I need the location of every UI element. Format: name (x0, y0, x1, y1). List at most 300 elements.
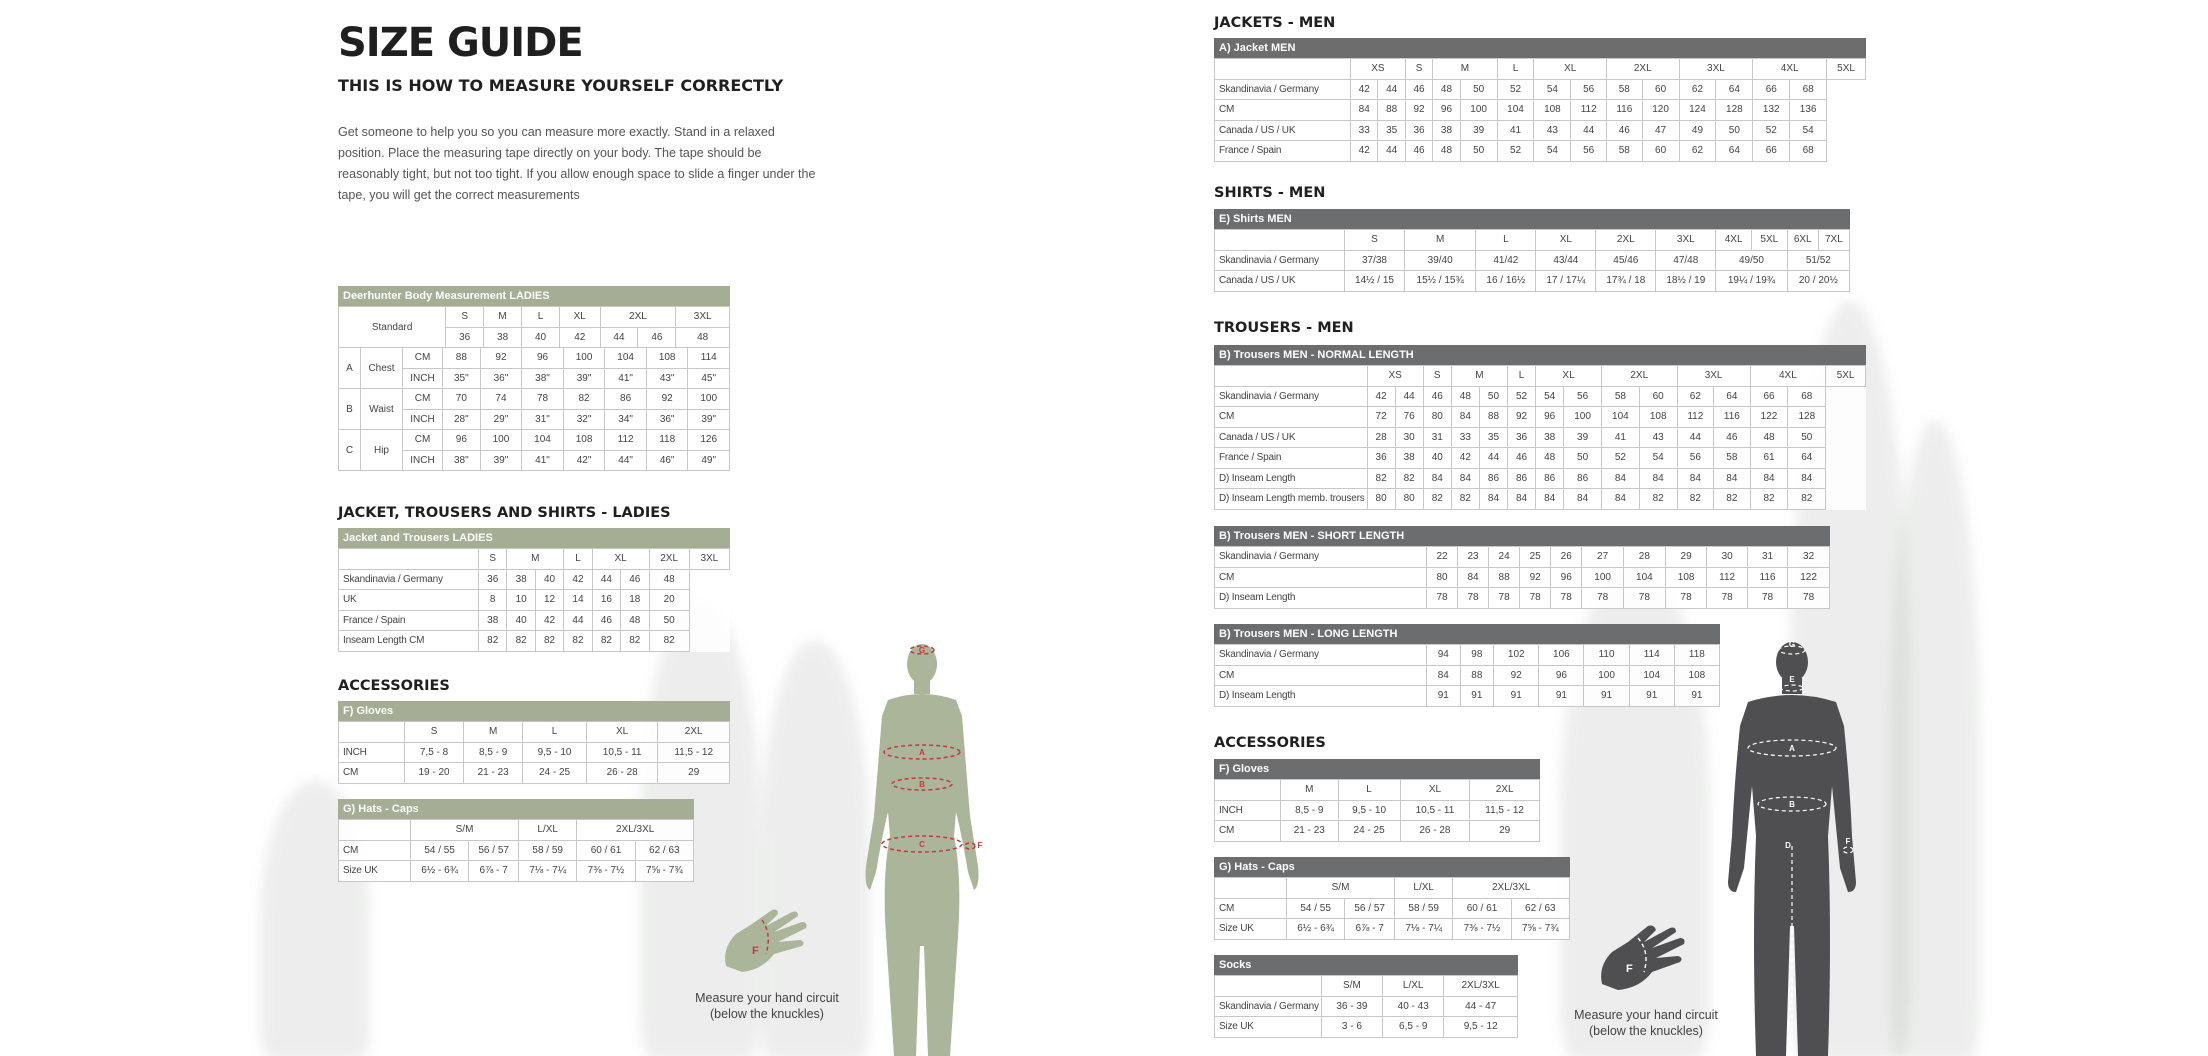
table-title: F) Gloves (1214, 759, 1540, 779)
blank-cell (339, 722, 405, 743)
size-header: XS (1351, 59, 1406, 80)
table-cell: 100 (1460, 100, 1497, 121)
table-cell: 56 (1677, 448, 1714, 469)
table-cell: 7⅛ - 7¼ (519, 861, 577, 882)
table-row (1215, 919, 1570, 940)
size-header-row (1215, 780, 1540, 801)
table-cell: 7⅝ - 7¾ (635, 861, 693, 882)
table-cell: 116 (1747, 567, 1787, 588)
size-header: XL (592, 549, 649, 570)
row-label: CM (1215, 665, 1427, 686)
size-header-row (1215, 59, 1866, 80)
blank-cell (1215, 230, 1345, 251)
table-cell: 112 (1571, 100, 1607, 121)
table-row (339, 569, 730, 590)
table-cell: 38 (1395, 448, 1423, 469)
table-title: B) Trousers MEN - LONG LENGTH (1214, 624, 1720, 644)
table-cell: 40 (1423, 448, 1451, 469)
size-header: L (564, 549, 592, 570)
table-cell: 39" (480, 450, 522, 471)
table-cell: 64 (1716, 79, 1753, 100)
blank-cell (1215, 780, 1281, 801)
size-header: M (1433, 59, 1497, 80)
table-cell: 24 (1489, 547, 1520, 568)
table-cell: 44 (1571, 120, 1607, 141)
row-label: CM (1215, 821, 1281, 842)
table-cell: 70 (443, 389, 481, 410)
section-title-shirts-men: SHIRTS - MEN (1214, 185, 1326, 201)
table-cell: 40 - 43 (1383, 996, 1444, 1017)
hand-measure-note: Measure your hand circuit (below the knuckles) (695, 991, 839, 1021)
table-cell: 10,5 - 11 (1400, 800, 1470, 821)
size-header: M (1451, 366, 1507, 387)
size-header: L (522, 307, 560, 328)
table-cell: 86 (1508, 468, 1536, 489)
table-row (1215, 468, 1866, 489)
table-cell: 120 (1642, 100, 1679, 121)
table-cell: 36 (479, 569, 507, 590)
table-cell: 84 (1677, 468, 1714, 489)
table-cell: 54 (1534, 79, 1571, 100)
table-cell: 33 (1351, 120, 1378, 141)
section-title-ladies-clothing: JACKET, TROUSERS AND SHIRTS - LADIES (338, 505, 671, 521)
table-cell: 80 (1423, 407, 1451, 428)
table-cell: 82 (1423, 489, 1451, 510)
table-cell: 16 (592, 590, 620, 611)
size-header: 4XL (1753, 59, 1827, 80)
table-cell: 78 (1520, 588, 1551, 609)
table-cell: 42 (1351, 141, 1378, 162)
table-cell: 84 (1601, 468, 1639, 489)
table-row (1215, 996, 1518, 1017)
table-cell: 92 (646, 389, 688, 410)
standard-size: 48 (676, 327, 730, 348)
table-cell: 44 (564, 610, 592, 631)
size-header: 2XL (658, 722, 730, 743)
row-label: D) Inseam Length (1215, 686, 1427, 707)
measure-unit: CM (403, 430, 443, 451)
table-cell: 96 (1551, 567, 1582, 588)
table-cell: 8,5 - 9 (1281, 800, 1339, 821)
table-cell: 28" (443, 409, 481, 430)
table-cell: 6½ - 6¾ (411, 861, 469, 882)
table-cell: 112 (1677, 407, 1714, 428)
table-cell: 23 (1458, 547, 1489, 568)
row-label: INCH (1215, 800, 1281, 821)
row-label: Size UK (339, 861, 411, 882)
table-cell: 82 (563, 389, 605, 410)
size-header: XL (1534, 59, 1607, 80)
size-header: 5XL (1827, 59, 1866, 80)
row-label: CM (1215, 567, 1427, 588)
table-cell: 82 (621, 631, 649, 652)
measure-unit: CM (403, 348, 443, 369)
size-header-row (339, 820, 694, 841)
table-cell: 50 (649, 610, 689, 631)
table-cell: 91 (1539, 686, 1584, 707)
table-cell: 44 - 47 (1444, 996, 1518, 1017)
measure-name: Waist (361, 389, 403, 430)
row-label: CM (1215, 100, 1351, 121)
table-cell: 78 (1582, 588, 1624, 609)
table-cell: 94 (1427, 645, 1461, 666)
table-cell: 39" (688, 409, 730, 430)
table-cell: 82 (1750, 489, 1788, 510)
table-cell: 84 (1451, 468, 1479, 489)
table-cell: 82 (1639, 489, 1677, 510)
table-cell: 7,5 - 8 (405, 742, 464, 763)
standard-size: 38 (484, 327, 522, 348)
figure-label: F (1626, 963, 1633, 975)
table-cell: 26 (1551, 547, 1582, 568)
table-cell: 96 (443, 430, 481, 451)
table-row (1215, 271, 1850, 292)
table-row (1215, 79, 1866, 100)
size-header: M (507, 549, 564, 570)
size-header: 3XL (676, 307, 730, 328)
figure-label: B (919, 780, 925, 789)
blank-cell (1215, 878, 1287, 899)
row-label: CM (1215, 407, 1368, 428)
table-cell: 82 (564, 631, 592, 652)
row-label: Canada / US / UK (1215, 427, 1368, 448)
table-cell: 80 (1427, 567, 1458, 588)
size-header: L/XL (1395, 878, 1453, 899)
table-cell: 82 (479, 631, 507, 652)
table-title: G) Hats - Caps (338, 799, 694, 819)
page-title: SIZE GUIDE (338, 20, 583, 66)
row-label: Size UK (1215, 1017, 1322, 1038)
table-cell: 96 (1536, 407, 1564, 428)
section-title-trousers-men: TROUSERS - MEN (1214, 320, 1354, 336)
row-label: France / Spain (1215, 448, 1368, 469)
table-cell: 84 (1451, 407, 1479, 428)
table-cell: 136 (1790, 100, 1827, 121)
table-cell: 82 (1677, 489, 1714, 510)
size-header: 2XL (1601, 366, 1677, 387)
table-cell: 38" (522, 368, 564, 389)
table-cell: 29 (658, 763, 730, 784)
table-row (339, 610, 730, 631)
table-row (339, 840, 694, 861)
female-body-figure (858, 636, 986, 1056)
intro-paragraph: Get someone to help you so you can measure more exactly. Stand in a relaxed position. Place the measuring tape directly on your body. The tape should be reasonably tight, but not too tight. If you allow enough space to slide a finger under the tape, you will get the correct measurements (338, 125, 816, 202)
table-cell: 22 (1427, 547, 1458, 568)
size-header: L/XL (519, 820, 577, 841)
table-row (1215, 120, 1866, 141)
table-cell: 54 / 55 (1287, 898, 1345, 919)
table-cell: 100 (1582, 567, 1624, 588)
figure-label: F (1845, 837, 1851, 846)
size-header: XL (1536, 366, 1602, 387)
table-cell: 78 (1788, 588, 1830, 609)
table-cell: 78 (1707, 588, 1747, 609)
table-cell: 62 (1679, 79, 1716, 100)
table-cell: 78 (1665, 588, 1707, 609)
table-title: E) Shirts MEN (1214, 209, 1850, 229)
table-cell: 24 - 25 (523, 763, 587, 784)
table-cell: 68 (1790, 79, 1827, 100)
table-cell: 15½ / 15¾ (1404, 271, 1475, 292)
table-cell: 78 (1551, 588, 1582, 609)
figure-label: D (1785, 841, 1791, 850)
row-label: CM (339, 840, 411, 861)
table-cell: 58 (1714, 448, 1751, 469)
table-cell: 45" (688, 368, 730, 389)
table-cell: 46 (1607, 120, 1643, 141)
table-cell: 44 (1677, 427, 1714, 448)
table-row (1215, 489, 1866, 510)
table-cell: 41" (522, 450, 564, 471)
measure-letter: A (339, 348, 361, 389)
row-label: D) Inseam Length memb. trousers (1215, 489, 1368, 510)
table-cell: 60 (1642, 141, 1679, 162)
table-cell: 36" (480, 368, 522, 389)
shirts-men-table (1214, 209, 1850, 292)
table-cell: 86 (605, 389, 647, 410)
table-cell: 114 (688, 348, 730, 369)
table-cell: 66 (1753, 141, 1790, 162)
size-header: S (479, 549, 507, 570)
table-cell: 38 (1536, 427, 1564, 448)
table-cell: 50 (1564, 448, 1602, 469)
figure-label: G (918, 646, 926, 655)
table-cell: 44 (1378, 141, 1405, 162)
male-body-figure (1726, 636, 1858, 1056)
size-header: 2XL (649, 549, 689, 570)
standard-size: 36 (446, 327, 484, 348)
table-cell: 29 (1470, 821, 1540, 842)
table-cell: 43 (1534, 120, 1571, 141)
table-row (339, 631, 730, 652)
table-cell: 17¾ / 18 (1596, 271, 1656, 292)
size-header: XL (559, 307, 600, 328)
measure-unit: INCH (403, 450, 443, 471)
table-cell: 36 - 39 (1321, 996, 1382, 1017)
table-cell: 28 (1367, 427, 1395, 448)
size-header: L (1508, 366, 1536, 387)
table-cell: 114 (1629, 645, 1674, 666)
table-row (1215, 665, 1720, 686)
table-cell: 108 (563, 430, 605, 451)
table-cell: 62 / 63 (1511, 898, 1569, 919)
table-cell: 56 (1571, 141, 1607, 162)
table-cell: 21 - 23 (464, 763, 523, 784)
table-cell: 84 (1601, 489, 1639, 510)
size-header: L (1476, 230, 1536, 251)
table-cell: 41 (1497, 120, 1534, 141)
row-label: Skandinavia / Germany (1215, 79, 1351, 100)
table-cell: 84 (1639, 468, 1677, 489)
female-silhouette (866, 644, 979, 1056)
table-cell: 84 (1423, 468, 1451, 489)
table-cell: 82 (1451, 489, 1479, 510)
table-cell: 35 (1479, 427, 1507, 448)
table-cell: 34" (605, 409, 647, 430)
measure-unit: INCH (403, 409, 443, 430)
table-cell: 58 / 59 (519, 840, 577, 861)
table-row (339, 763, 730, 784)
table-cell: 33 (1451, 427, 1479, 448)
table-cell: 46 (1508, 448, 1536, 469)
table-cell: 48 (1433, 141, 1460, 162)
table-row (339, 430, 730, 451)
measure-letter: C (339, 430, 361, 471)
table-cell: 10,5 - 11 (586, 742, 658, 763)
table-cell: 11,5 - 12 (658, 742, 730, 763)
row-label: Skandinavia / Germany (1215, 386, 1368, 407)
table-row (1215, 821, 1540, 842)
table-cell: 36" (646, 409, 688, 430)
table-cell: 38 (479, 610, 507, 631)
table-cell: 82 (535, 631, 563, 652)
size-header-row (1215, 878, 1570, 899)
table-cell: 43" (646, 368, 688, 389)
table-cell: 14 (564, 590, 592, 611)
table-cell: 48 (621, 610, 649, 631)
size-header-row (339, 722, 730, 743)
table-cell: 108 (646, 348, 688, 369)
size-header-row (339, 549, 730, 570)
table-cell: 58 (1607, 141, 1643, 162)
table-cell: 48 (1451, 386, 1479, 407)
table-cell: 82 (1788, 489, 1826, 510)
table-cell: 80 (1395, 489, 1423, 510)
table-cell: 52 (1508, 386, 1536, 407)
table-cell: 91 (1427, 686, 1461, 707)
table-cell: 104 (605, 348, 647, 369)
table-cell: 58 (1601, 386, 1639, 407)
table-row (1215, 898, 1570, 919)
table-cell: 84 (1508, 489, 1536, 510)
blank-cell (1215, 59, 1351, 80)
size-header: 3XL (1656, 230, 1716, 251)
table-cell: 37/38 (1345, 250, 1405, 271)
size-header: XL (1536, 230, 1596, 251)
table-row (1215, 141, 1866, 162)
row-label: France / Spain (1215, 141, 1351, 162)
male-hand-icon (1598, 920, 1694, 992)
size-header: 3XL (689, 549, 729, 570)
table-cell: 31" (522, 409, 564, 430)
table-cell: 112 (1707, 567, 1747, 588)
table-cell: 100 (688, 389, 730, 410)
trousers-men-long-table (1214, 624, 1720, 707)
size-header: 7XL (1818, 230, 1849, 251)
table-cell: 84 (1351, 100, 1378, 121)
table-cell: 50 (1479, 386, 1507, 407)
table-cell: 122 (1750, 407, 1788, 428)
table-cell: 49/50 (1716, 250, 1787, 271)
table-cell: 32 (1788, 547, 1830, 568)
table-cell: 62 (1679, 141, 1716, 162)
table-cell: 84 (1458, 567, 1489, 588)
size-header: 2XL (600, 307, 676, 328)
table-cell: 76 (1395, 407, 1423, 428)
table-cell: 126 (688, 430, 730, 451)
table-cell: 104 (522, 430, 564, 451)
table-cell: 92 (480, 348, 522, 369)
size-header: XL (586, 722, 658, 743)
row-label: CM (339, 763, 405, 784)
table-cell: 7⅜ - 7½ (1453, 919, 1511, 940)
table-cell: 84 (1479, 489, 1507, 510)
table-cell: 104 (1601, 407, 1639, 428)
size-header: 5XL (1826, 366, 1866, 387)
table-cell: 31 (1747, 547, 1787, 568)
table-cell: 35" (443, 368, 481, 389)
table-cell: 88 (1489, 567, 1520, 588)
table-cell: 8 (479, 590, 507, 611)
table-cell: 92 (1520, 567, 1551, 588)
section-title-ladies-accessories: ACCESSORIES (338, 678, 450, 694)
measure-letter: B (339, 389, 361, 430)
table-cell: 96 (1539, 665, 1584, 686)
table-cell: 51/52 (1787, 250, 1849, 271)
row-label: Skandinavia / Germany (1215, 547, 1427, 568)
table-cell: 88 (443, 348, 481, 369)
table-cell: 56 / 57 (469, 840, 519, 861)
table-row (1215, 686, 1720, 707)
size-header: M (1404, 230, 1475, 251)
table-cell: 60 / 61 (1453, 898, 1511, 919)
table-cell: 41" (605, 368, 647, 389)
standard-size: 44 (600, 327, 638, 348)
table-cell: 6½ - 6¾ (1287, 919, 1345, 940)
table-cell: 6,5 - 9 (1383, 1017, 1444, 1038)
table-cell: 17 / 17¼ (1536, 271, 1596, 292)
size-header: 6XL (1787, 230, 1818, 251)
table-cell: 106 (1539, 645, 1584, 666)
table-cell: 25 (1520, 547, 1551, 568)
table-title: Jacket and Trousers LADIES (338, 528, 730, 548)
table-cell: 82 (1367, 468, 1395, 489)
table-cell: 7⅛ - 7¼ (1395, 919, 1453, 940)
table-title: F) Gloves (338, 701, 730, 721)
hats-men-table (1214, 857, 1570, 940)
table-cell: 42 (1351, 79, 1378, 100)
table-cell: 52 (1497, 79, 1534, 100)
table-cell: 54 (1639, 448, 1677, 469)
table-cell: 80 (1367, 489, 1395, 510)
size-header: 3XL (1679, 59, 1753, 80)
measure-name: Hip (361, 430, 403, 471)
row-label: CM (1215, 898, 1287, 919)
size-header: S/M (411, 820, 519, 841)
table-cell: 44 (1378, 79, 1405, 100)
table-cell: 8,5 - 9 (464, 742, 523, 763)
row-label: INCH (339, 742, 405, 763)
table-cell: 78 (1489, 588, 1520, 609)
table-cell: 92 (1494, 665, 1539, 686)
jacket-men-table (1214, 38, 1866, 162)
table-cell: 88 (1378, 100, 1405, 121)
table-cell: 84 (1564, 489, 1602, 510)
size-header: S/M (1321, 976, 1382, 997)
table-cell: 84 (1536, 489, 1564, 510)
table-cell: 102 (1494, 645, 1539, 666)
table-cell: 56 (1564, 386, 1602, 407)
size-header: L (1338, 780, 1400, 801)
hats-ladies-table (338, 799, 694, 882)
table-cell: 16 / 16½ (1476, 271, 1536, 292)
table-cell: 74 (480, 389, 522, 410)
size-header: S (446, 307, 484, 328)
table-row (1215, 645, 1720, 666)
size-header: M (464, 722, 523, 743)
measure-unit: INCH (403, 368, 443, 389)
table-row (1215, 800, 1540, 821)
